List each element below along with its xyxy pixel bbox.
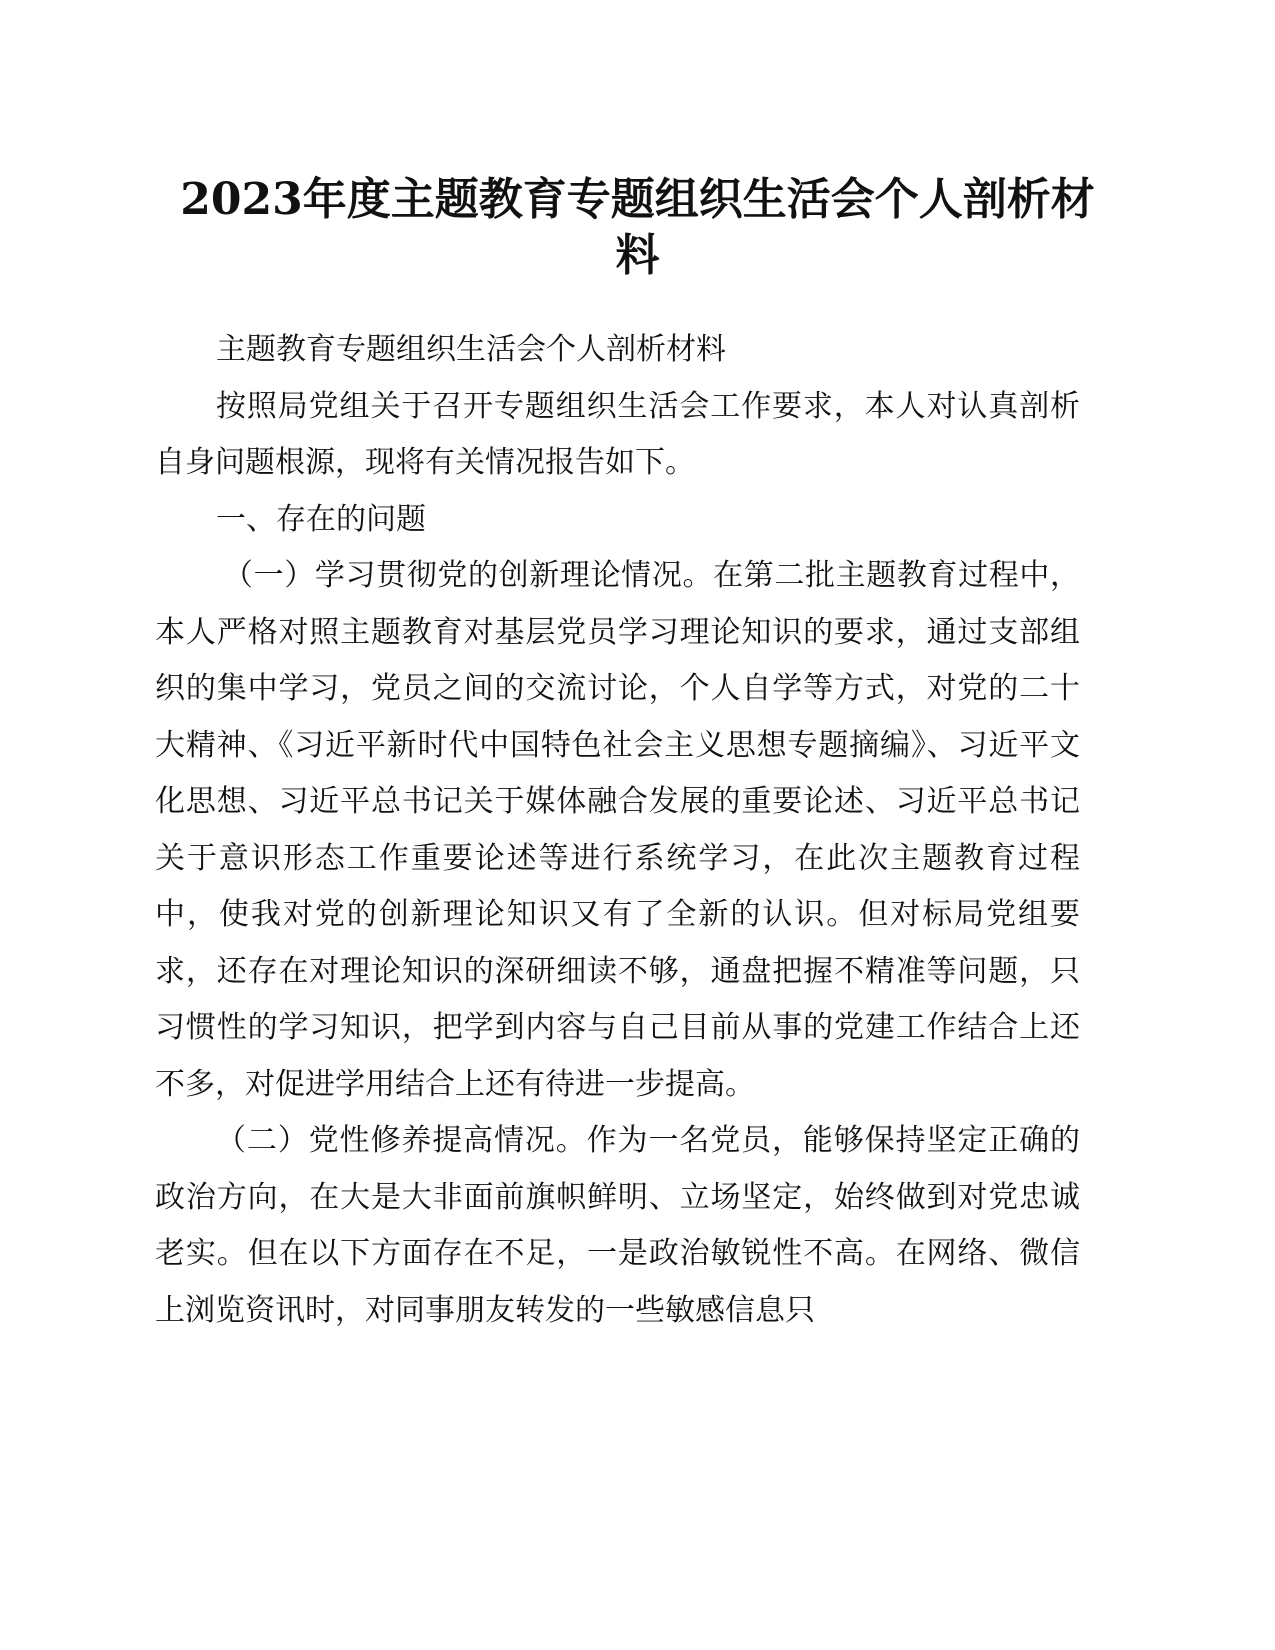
document-title: [150, 172, 1125, 284]
paragraph-theory-study: （一）学习贯彻党的创新理论情况。在第二批主题教育过程中，本人严格对照主题教育对基层党员学习理论知识的要求，通过支部组织的集中学习，党员之间的交流讨论，个人自学等方式，对党的二十大精神、《习近平新时代中国特色社会主义思想专题摘编》、习近平文化思想、习近平总书记关于媒体融合发展的重要论述、习近平总书记关于意识形态工作重要论述等进行系统学习，在此次主题教育过程中，使我对党的创新理论知识又有了全新的认识。但对标局党组要求，还存在对理论知识的深研细读不够，通盘把握不精准等问题，只习惯性的学习知识，把学到内容与自己目前从事的党建工作结合上还不多，对促进学用结合上还有待进一步提高。: [155, 558, 1080, 1102]
paragraph-party-spirit: （二）党性修养提高情况。作为一名党员，能够保持坚定正确的政治方向，在大是大非面前旗帜鲜明、立场坚定，始终做到对党忠诚老实。但在以下方面存在不足，一是政治敏锐性不高。在网络、微信上浏览资讯时，对同事朋友转发的一些敏感信息只: [155, 1123, 1080, 1328]
document-title-line-1: 2023年度主题教育专题组织生活会个人剖析材: [180, 174, 1095, 225]
section-heading-problems: 一、存在的问题: [216, 501, 426, 537]
document-title-line-2: 料: [615, 230, 660, 281]
document-body: [155, 322, 1080, 1339]
intro-paragraph: 按照局党组关于召开专题组织生活会工作要求，本人对认真剖析自身问题根源，现将有关情况报告如下。: [155, 388, 1080, 480]
document-subtitle: 主题教育专题组织生活会个人剖析材料: [216, 332, 726, 367]
